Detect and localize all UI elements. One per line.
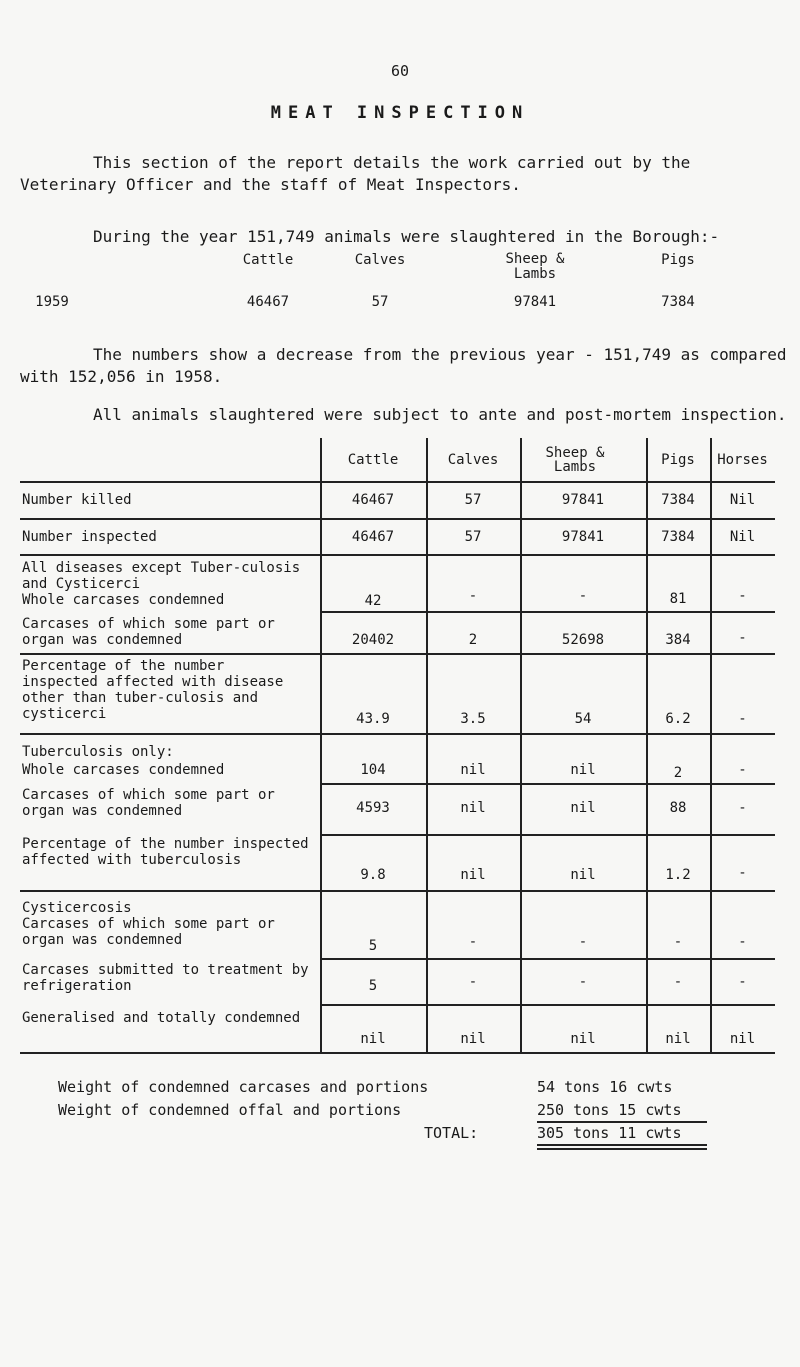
row-label-tb-whole: Whole carcases condemned [22, 762, 225, 778]
cell-pct-pigs: 6.2 [665, 711, 691, 727]
cell-pct-horses: - [738, 711, 747, 727]
cell-tb-part-horses: - [738, 800, 747, 816]
summary-calves: 57 [371, 294, 389, 310]
cell-pct-calves: 3.5 [460, 711, 486, 727]
offal-weight-value: 250 tons 15 cwts [537, 1101, 682, 1119]
summary-header-pigs: Pigs [661, 252, 695, 268]
cell-cy-refrig-sheep: - [578, 974, 588, 990]
row-label-part-condemned: Carcases of which some part or organ was condemned [22, 616, 275, 648]
cell-inspected-cattle: 46467 [351, 529, 395, 545]
cell-part-cattle: 20402 [351, 632, 395, 648]
summary-year: 1959 [35, 294, 69, 310]
row-label-cy-refrig: Carcases submitted to treatment by refrigeration [22, 962, 309, 994]
cell-gen-horses: nil [729, 1031, 756, 1047]
col-header-calves: Calves [447, 451, 499, 468]
cell-whole-calves: - [468, 588, 478, 604]
cell-pct-sheep: 54 [574, 711, 592, 727]
cell-tb-pct-pigs: 1.2 [665, 867, 691, 883]
cell-part-pigs: 384 [665, 632, 691, 648]
cell-killed-calves: 57 [464, 492, 482, 508]
cell-cy-refrig-cattle: 5 [368, 978, 378, 994]
cell-tb-pct-horses: - [738, 865, 747, 881]
row-label-cy-part: Carcases of which some part or organ was condemned [22, 916, 275, 948]
summary-header-calves: Calves [354, 252, 406, 268]
col-header-cattle: Cattle [347, 451, 399, 468]
cell-cy-refrig-horses: - [738, 974, 747, 990]
cell-inspected-calves: 57 [464, 529, 482, 545]
row-label-all-diseases: All diseases except Tuber-culosis and Cysticerci [22, 560, 301, 592]
cell-cy-part-cattle: 5 [368, 938, 378, 954]
carcases-weight-label: Weight of condemned carcases and portions [58, 1078, 429, 1096]
cell-tb-whole-sheep: nil [570, 762, 596, 778]
cell-tb-pct-sheep: nil [570, 867, 596, 883]
cell-whole-pigs: 81 [669, 591, 687, 607]
cell-killed-sheep: 97841 [561, 492, 605, 508]
row-label-cysticercosis: Cysticercosis [22, 900, 132, 916]
cell-inspected-sheep: 97841 [561, 529, 605, 545]
cell-pct-cattle: 43.9 [356, 711, 390, 727]
slaughter-sentence: During the year 151,749 animals were slaughtered in the Borough:- [93, 227, 720, 246]
row-label-killed: Number killed [22, 492, 132, 508]
cell-gen-pigs: nil [665, 1031, 691, 1047]
cell-tb-whole-cattle: 104 [360, 762, 386, 778]
cell-tb-pct-calves: nil [460, 867, 486, 883]
cell-part-sheep: 52698 [561, 632, 605, 648]
cell-killed-cattle: 46467 [351, 492, 395, 508]
cell-whole-sheep: - [578, 588, 588, 604]
row-label-pct-other: Percentage of the number inspected affected with disease other than tuber-culosis and cysticerci [22, 658, 284, 722]
summary-header-sheep: Sheep & Lambs [505, 251, 565, 282]
cell-cy-part-pigs: - [673, 934, 683, 950]
cell-tb-whole-calves: nil [460, 762, 486, 778]
row-label-tb-part: Carcases of which some part or organ was condemned [22, 787, 275, 819]
cell-cy-part-horses: - [738, 934, 747, 950]
cell-part-horses: - [738, 630, 747, 646]
cell-part-calves: 2 [468, 632, 478, 648]
total-label: TOTAL: [424, 1124, 479, 1142]
page-number: 60 [390, 62, 410, 80]
cell-gen-calves: nil [460, 1031, 486, 1047]
summary-cattle: 46467 [246, 294, 290, 310]
intro-paragraph: This section of the report details the work carried out by the Veterinary Officer and the staff of Meat Inspectors. [20, 153, 691, 194]
summary-sheep: 97841 [513, 294, 557, 310]
cell-cy-part-calves: - [468, 934, 478, 950]
cell-tb-pct-cattle: 9.8 [360, 867, 386, 883]
total-value: 305 tons 11 cwts [537, 1124, 682, 1142]
cell-cy-refrig-pigs: - [673, 974, 683, 990]
cell-killed-horses: Nil [729, 492, 756, 508]
carcases-weight-value: 54 tons 16 cwts [537, 1078, 673, 1096]
row-label-tb-only: Tuberculosis only: [22, 744, 174, 760]
inspection-note: All animals slaughtered were subject to ante and post-mortem inspection. [93, 405, 787, 424]
cell-tb-part-sheep: nil [570, 800, 596, 816]
cell-inspected-pigs: 7384 [661, 529, 695, 545]
cell-tb-whole-pigs: 2 [673, 765, 683, 781]
row-label-inspected: Number inspected [22, 529, 157, 545]
decrease-note: The numbers show a decrease from the previous year - 151,749 as compared with 152,056 in 1958. [20, 345, 787, 386]
cell-whole-cattle: 42 [364, 593, 382, 609]
offal-weight-label: Weight of condemned offal and portions [58, 1101, 402, 1119]
col-header-sheep: Sheep & Lambs [545, 444, 605, 475]
cell-tb-part-cattle: 4593 [356, 800, 390, 816]
meat-inspection-table [20, 438, 775, 1053]
col-header-horses: Horses [717, 451, 768, 468]
cell-killed-pigs: 7384 [661, 492, 695, 508]
cell-gen-cattle: nil [360, 1031, 386, 1047]
cell-cy-part-sheep: - [578, 934, 588, 950]
col-header-pigs: Pigs [661, 451, 695, 468]
cell-inspected-horses: Nil [729, 529, 756, 545]
cell-tb-whole-horses: - [738, 762, 747, 778]
cell-gen-sheep: nil [570, 1031, 596, 1047]
summary-pigs: 7384 [661, 294, 695, 310]
cell-tb-part-pigs: 88 [669, 800, 687, 816]
cell-whole-horses: - [738, 588, 747, 604]
cell-cy-refrig-calves: - [468, 974, 478, 990]
row-label-whole-condemned: Whole carcases condemned [22, 592, 225, 608]
row-label-generalised: Generalised and totally condemned [22, 1010, 301, 1026]
row-label-tb-pct: Percentage of the number inspected affected with tuberculosis [22, 836, 309, 868]
summary-header-cattle: Cattle [242, 252, 294, 268]
cell-tb-part-calves: nil [460, 800, 486, 816]
page-title: MEAT INSPECTION [270, 103, 530, 123]
